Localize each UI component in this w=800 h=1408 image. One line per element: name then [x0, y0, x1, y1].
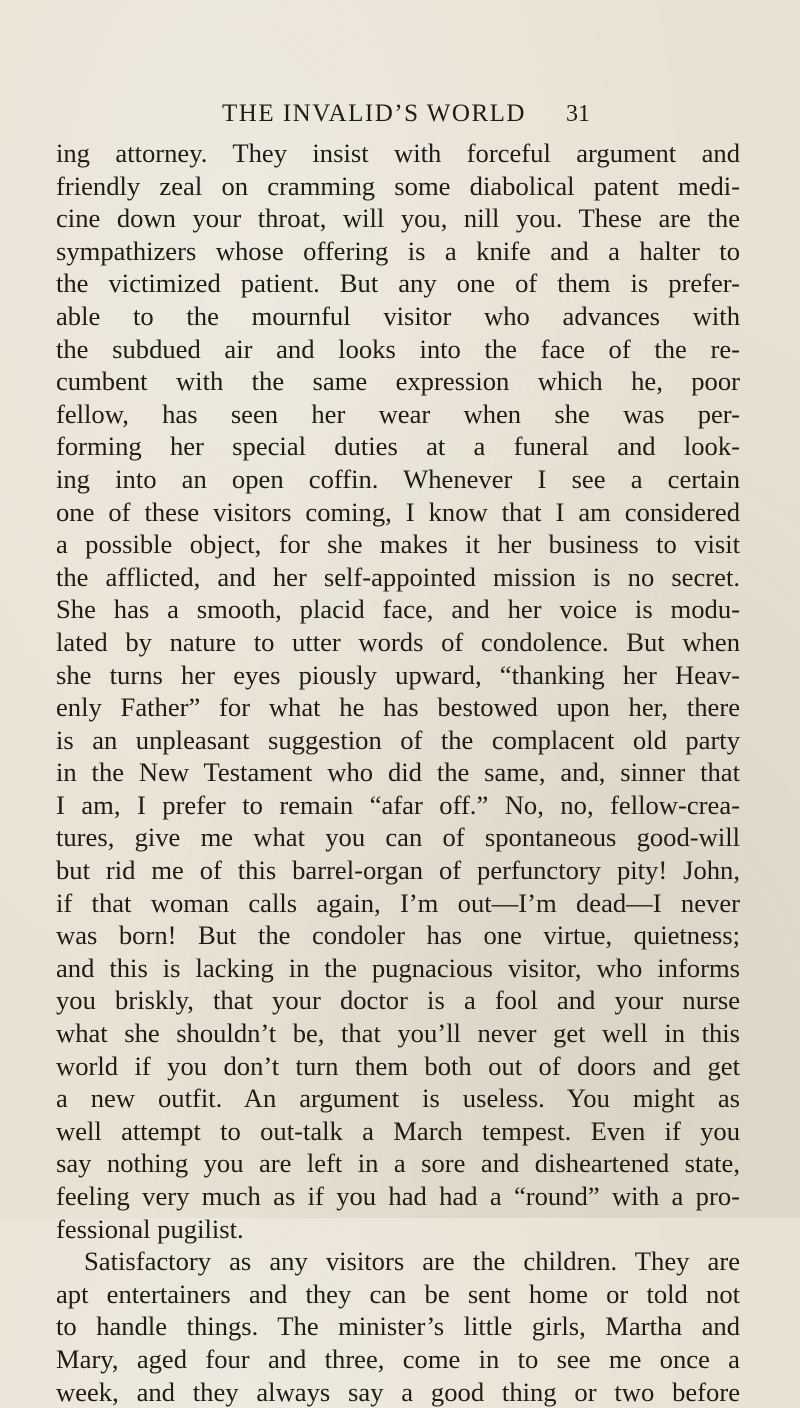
text-line: she turns her eyes piously upward, “thanking her Heav-	[56, 659, 740, 690]
text-line: the subdued air and looks into the face of the re-	[56, 333, 740, 364]
text-line: able to the mournful visitor who advances with	[56, 300, 740, 331]
body-text	[56, 137, 740, 1408]
running-title: THE INVALID’S WORLD	[222, 100, 526, 127]
text-line: a possible object, for she makes it her business to visit	[56, 529, 740, 560]
text-line: forming her special duties at a funeral and look-	[56, 431, 740, 462]
text-line: and this is lacking in the pugnacious visitor, who informs	[56, 952, 740, 983]
text-line: friendly zeal on cramming some diabolical patent medi-	[56, 170, 740, 201]
text-line: to handle things. The minister’s little girls, Martha and	[56, 1311, 740, 1342]
text-line: cumbent with the same expression which he, poor	[56, 366, 740, 397]
text-line: what she shouldn’t be, that you’ll never get well in this	[56, 1018, 740, 1049]
text-line: She has a smooth, placid face, and her voice is modu-	[56, 594, 740, 625]
text-line: you briskly, that your doctor is a fool and your nurse	[56, 985, 740, 1016]
text-line: say nothing you are left in a sore and disheartened state,	[56, 1148, 740, 1179]
text-line: sympathizers whose offering is a knife and a halter to	[56, 235, 740, 266]
text-line: if that woman calls again, I’m out—I’m dead—I never	[56, 887, 740, 918]
text-line: lated by nature to utter words of condolence. But when	[56, 626, 740, 657]
text-line: fellow, has seen her wear when she was per-	[56, 398, 740, 429]
text-line: ing attorney. They insist with forceful argument and	[56, 138, 740, 168]
text-line: world if you don’t turn them both out of doors and get	[56, 1050, 740, 1081]
text-line: well attempt to out-talk a March tempest. Even if you	[56, 1115, 740, 1146]
text-line: is an unpleasant suggestion of the complacent old party	[56, 724, 740, 755]
text-line: feeling very much as if you had had a “round” with a pro-	[56, 1181, 740, 1211]
running-head	[0, 96, 800, 132]
text-line: week, and they always say a good thing or two before	[56, 1376, 740, 1407]
text-line: enly Father” for what he has bestowed upon her, there	[56, 692, 740, 723]
text-line: apt entertainers and they can be sent home or told not	[56, 1278, 740, 1309]
text-line: a new outfit. An argument is useless. You might as	[56, 1083, 740, 1114]
text-line: but rid me of this barrel-organ of perfunctory pity! John,	[56, 855, 740, 886]
text-line: in the New Testament who did the same, and, sinner that	[56, 757, 740, 788]
page-number: 31	[566, 101, 590, 127]
text-line: tures, give me what you can of spontaneous good-will	[56, 822, 740, 853]
text-line: one of these visitors coming, I know that I am considered	[56, 496, 740, 527]
text-line: Mary, aged four and three, come in to see me once a	[56, 1343, 740, 1374]
text-line: I am, I prefer to remain “afar off.” No, no, fellow-crea-	[56, 789, 740, 820]
text-line: ing into an open coffin. Whenever I see a certain	[56, 463, 740, 494]
text-line: cine down your throat, will you, nill you. These are the	[56, 203, 740, 234]
text-line: fessional pugilist.	[56, 1213, 244, 1244]
text-line: the afflicted, and her self-appointed mission is no secret.	[56, 561, 740, 592]
text-line: the victimized patient. But any one of them is prefer-	[56, 268, 740, 299]
text-line: Satisfactory as any visitors are the children. They are	[84, 1246, 740, 1277]
text-line: was born! But the condoler has one virtue, quietness;	[56, 920, 740, 951]
